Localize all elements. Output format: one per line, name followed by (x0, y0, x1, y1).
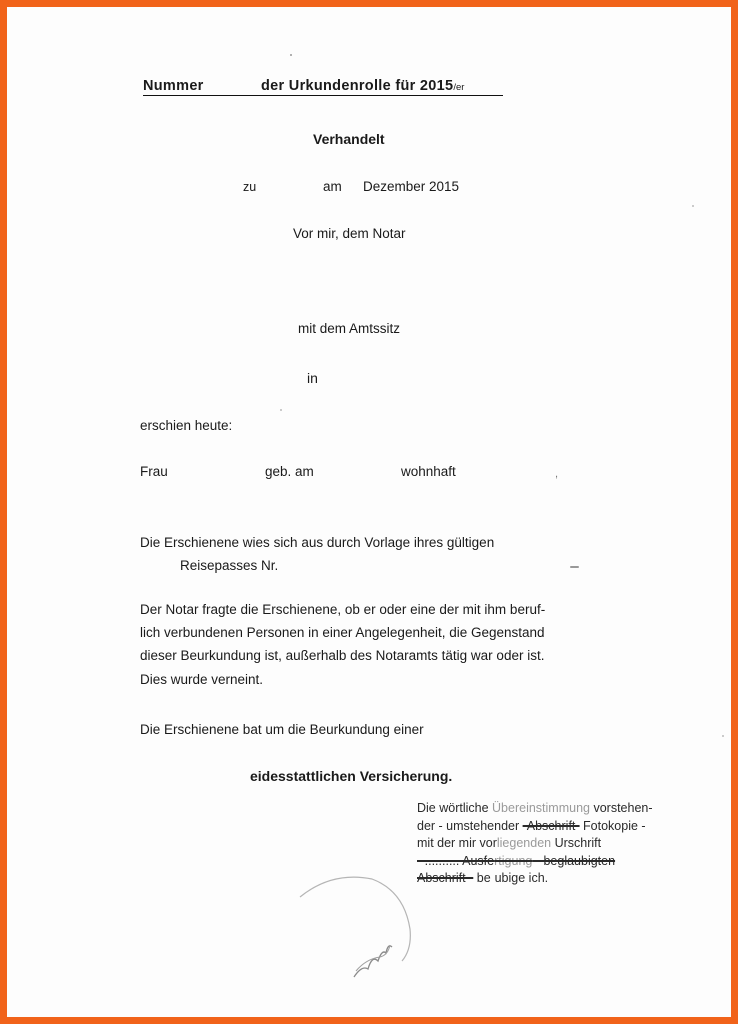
urkundenrolle-title (261, 78, 464, 96)
vermerk-5d: ubige ich. (494, 871, 549, 885)
gegenstand-line: eidesstattlichen Versicherung. (250, 768, 453, 784)
vermerk-line-2 (417, 818, 653, 836)
vermerk-1b: Übereinstimmung (492, 801, 590, 815)
vermerk-1a: Die wörtliche (417, 801, 493, 815)
scan-speck (280, 409, 282, 411)
vorbefassung-line-3: dieser Beurkundung ist, außerhalb des Notaramts tätig war oder ist. (140, 648, 545, 664)
amtssitz-line: mit dem Amtssitz (298, 321, 401, 336)
scan-speck (290, 54, 292, 56)
geb-label: geb. am (265, 464, 314, 479)
scan-speck (570, 566, 579, 568)
vorbefassung-paragraph (140, 598, 580, 691)
vermerk-2a: der - umstehender (417, 818, 523, 833)
vermerk-3b: liegenden (496, 836, 552, 850)
scan-speck (692, 205, 694, 207)
erschien-line: erschien heute: (140, 418, 233, 433)
datum-monat-jahr: Dezember 2015 (363, 179, 460, 194)
vermerk-4b: rtigung (494, 853, 533, 868)
ausweis-line-2: Reisepasses Nr. (180, 558, 279, 573)
in-line: in (307, 370, 318, 386)
beglaubigungsvermerk (417, 800, 653, 892)
urkundenrolle-title-text: der Urkundenrolle für 2015 (261, 78, 454, 94)
year-suffix: /er (453, 82, 465, 93)
vermerk-4c: - beglaubigten (532, 853, 616, 868)
vermerk-4a: - .......... Ausfe (417, 853, 495, 868)
vermerk-5b: be (473, 871, 491, 885)
vermerk-1c: vorstehen- (590, 801, 653, 815)
datum-am: am (323, 179, 342, 194)
scan-speck (722, 735, 724, 737)
bitte-line: Die Erschienene bat um die Beurkundung einer (140, 722, 424, 737)
vermerk-2c: Fotokopie - (579, 818, 646, 833)
vermerk-line-1 (417, 800, 653, 818)
ort-zu: zu (243, 180, 257, 194)
document-page (7, 7, 731, 1017)
wohnhaft-label: wohnhaft (401, 464, 456, 479)
vorbefassung-line-4: Dies wurde verneint. (140, 671, 264, 687)
vermerk-line-5 (417, 870, 653, 892)
urkundenrolle-header (143, 78, 503, 96)
frau-label: Frau (140, 464, 168, 479)
vorbefassung-line-2: lich verbundenen Personen in einer Angelegenheit, die Gegenstand (140, 625, 545, 641)
vorbefassung-line-1: Der Notar fragte die Erschienene, ob er oder eine der mit ihm beruf- (140, 602, 546, 617)
vermerk-5a: Abschrift - (417, 871, 474, 885)
wohnhaft-comma: , (555, 468, 559, 480)
notar-line: Vor mir, dem Notar (293, 226, 406, 241)
vermerk-3a: mit der mir vor (417, 836, 497, 850)
faint-seal-stamp-icon (292, 869, 422, 989)
ausweis-line-1: Die Erschienene wies sich aus durch Vorlage ihres gültigen (140, 535, 495, 550)
vermerk-line-3 (417, 835, 653, 853)
vermerk-line-4 (417, 853, 653, 871)
nummer-label: Nummer (143, 78, 204, 94)
vermerk-3c: Urschrift (551, 836, 602, 850)
verhandelt-heading: Verhandelt (313, 131, 385, 147)
vermerk-2b: -Abschrift- (522, 818, 580, 833)
